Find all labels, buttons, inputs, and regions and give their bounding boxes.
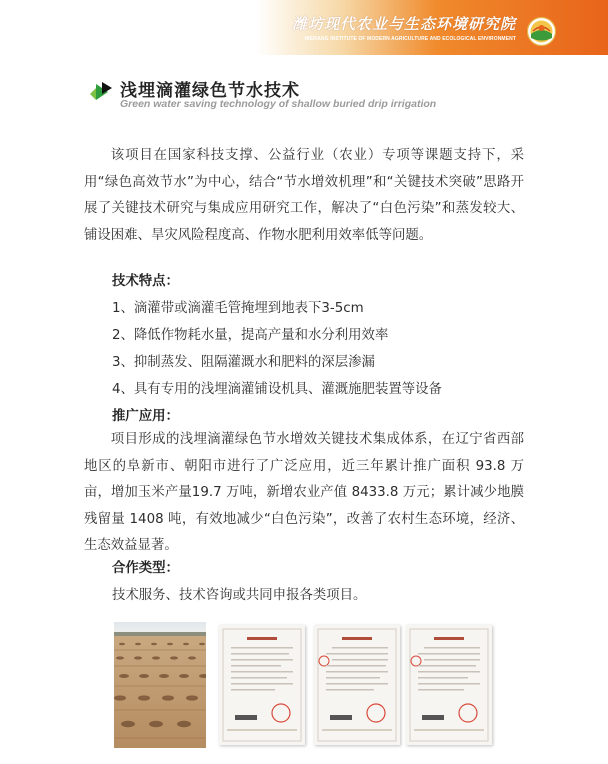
feature-item: 2、降低作物耗水量，提高产量和水分利用效率 — [112, 328, 389, 343]
cooperation-heading: 合作类型： — [112, 561, 179, 576]
institute-logo-icon — [527, 17, 556, 46]
page-title: 浅埋滴灌绿色节水技术 — [120, 81, 300, 101]
feature-item: 4、具有专用的浅埋滴灌铺设机具、灌溉施肥装置等设备 — [112, 382, 442, 397]
title-arrow-icon — [88, 78, 114, 104]
institute-name-en: WEIFANG INSTITUTE OF MODERN AGRICULTURE AND ECOLOGICAL ENVIRONMENT — [304, 36, 516, 42]
promotion-heading: 推广应用： — [112, 409, 179, 424]
features-heading: 技术特点： — [112, 274, 179, 289]
patent-certificate-image — [406, 625, 492, 745]
field-photo — [114, 622, 206, 748]
page-subtitle-en: Green water saving technology of shallow buried drip irrigation — [120, 98, 437, 110]
feature-item: 1、滴灌带或滴灌毛管掩埋到地表下3-5cm — [112, 301, 364, 316]
patent-certificate-image — [314, 625, 400, 745]
institute-name-cn: 潍坊现代农业与生态环境研究院 — [291, 15, 516, 33]
cooperation-text: 技术服务、技术咨询或共同申报各类项目。 — [112, 588, 367, 603]
patent-certificate-image — [219, 625, 305, 745]
promotion-paragraph: 项目形成的浅埋滴灌绿色节水增效关键技术集成体系，在辽宁省西部地区的阜新市、朝阳市进行了广泛应用，近三年累计推广面积 93.8 万亩，增加玉米产量19.7 万吨，新增农业产值 8433.8 万元；累计减少地膜残留量 1408 吨，有效地减少“白色污染”，改善了农村生态环境，经济、生态效益显著。 — [84, 432, 524, 553]
feature-item: 3、抑制蒸发、阻隔灌溉水和肥料的深层渗漏 — [112, 355, 375, 370]
intro-paragraph: 该项目在国家科技支撑、公益行业（农业）专项等课题支持下，采用“绿色高效节水”为中心，结合“节水增效机理”和“关键技术突破”思路开展了关键技术研究与集成应用研究工作，解决了“白色污染”和蒸发较大、铺设困难、旱灾风险程度高、作物水肥利用效率低等问题。 — [84, 148, 524, 243]
